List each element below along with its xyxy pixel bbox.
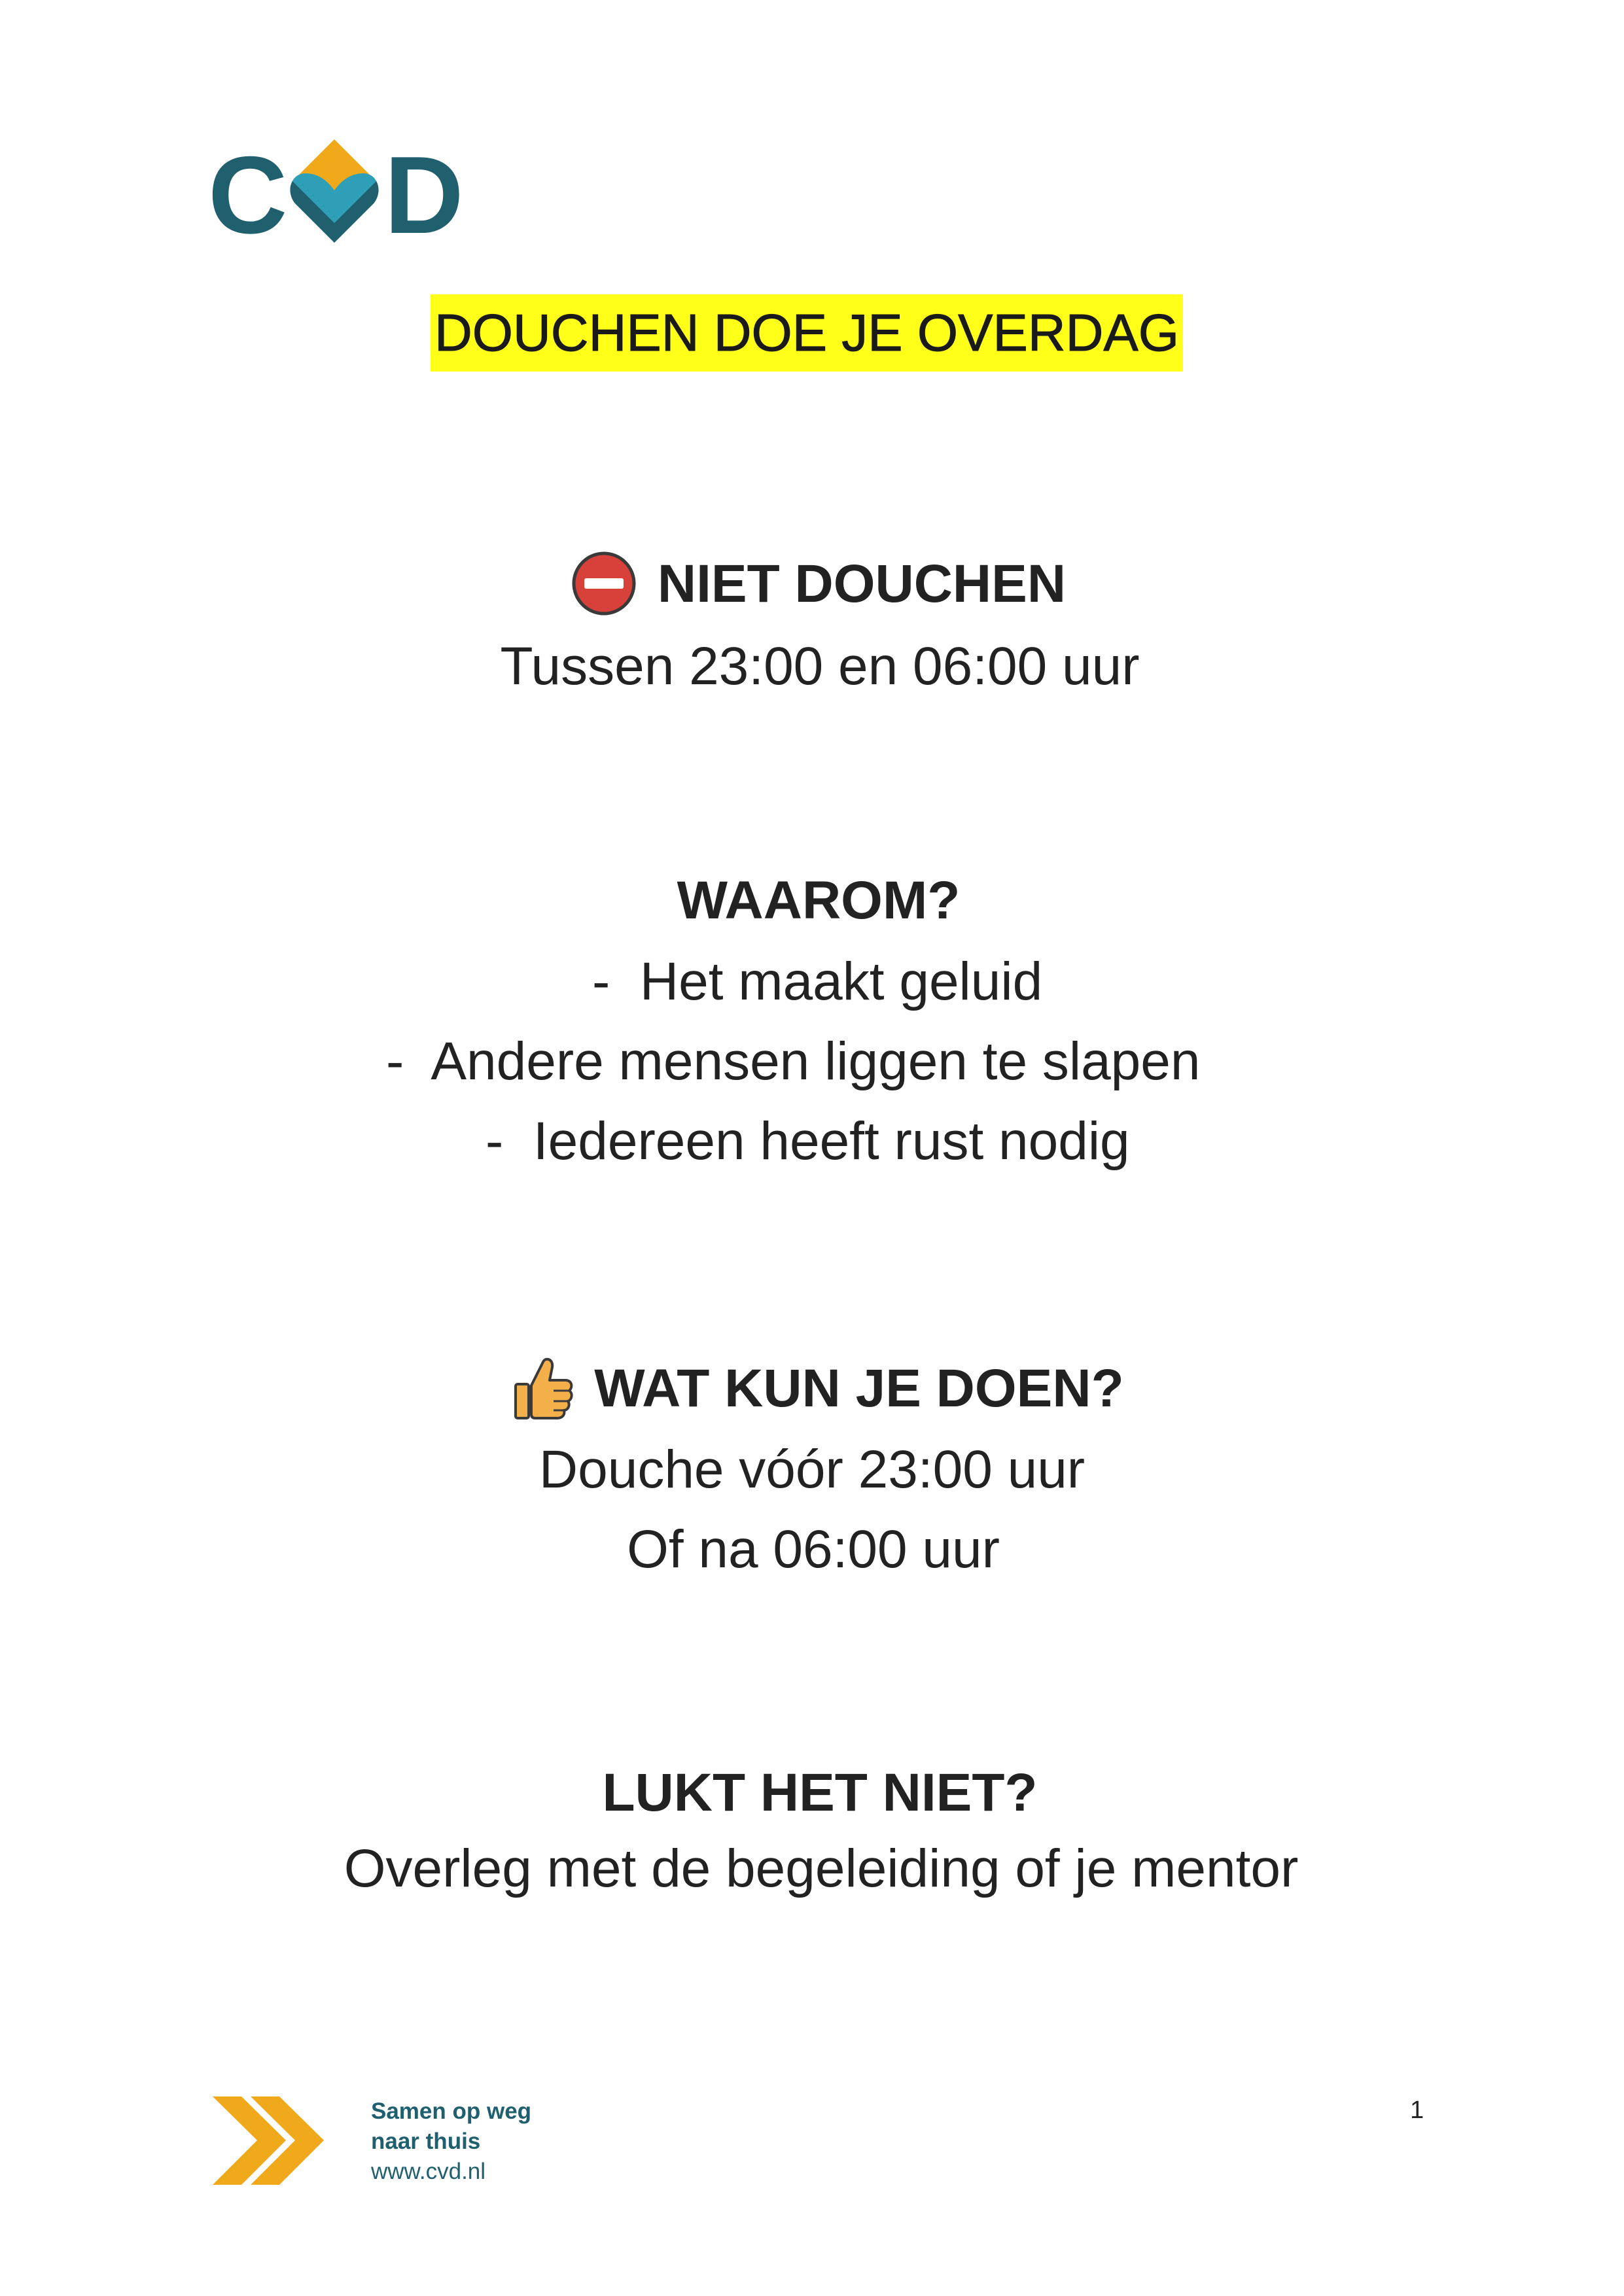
logo-letter-d: D: [384, 133, 461, 256]
slogan-line-1: Samen op weg: [371, 2098, 532, 2124]
niet-douchen-heading: NIET DOUCHEN: [657, 554, 1067, 614]
cvd-logo: [208, 133, 461, 256]
footer-slogan: [371, 2096, 531, 2187]
page-title: DOUCHEN DOE JE OVERDAG: [431, 294, 1183, 372]
slogan-line-2: naar thuis: [371, 2129, 481, 2154]
page-number: 1: [1410, 2096, 1424, 2124]
wat-kun-je-doen-heading-row: [7, 1353, 1624, 1425]
option-line: Of na 06:00 uur: [627, 1520, 1000, 1579]
reason-item: - Andere mensen liggen te slapen: [386, 1032, 1201, 1091]
heart-diamond-icon: [286, 139, 383, 251]
wat-kun-je-doen-heading: WAT KUN JE DOEN?: [594, 1359, 1124, 1418]
time-range-text: Tussen 23:00 en 06:00 uur: [500, 636, 1140, 696]
reason-item: - Iedereen heeft rust nodig: [485, 1111, 1130, 1171]
logo-letter-c: C: [208, 133, 285, 256]
title-row: [0, 294, 1619, 372]
no-entry-icon: [571, 551, 637, 616]
reason-item: - Het maakt geluid: [592, 952, 1043, 1011]
thumbs-up-icon: [513, 1355, 573, 1421]
website-url: www.cvd.nl: [371, 2159, 486, 2184]
waarom-heading: WAAROM?: [677, 871, 961, 930]
double-chevron-icon: [213, 2096, 324, 2185]
advice-text: Overleg met de begeleiding of je mentor: [344, 1839, 1299, 1898]
lukt-het-niet-heading: LUKT HET NIET?: [602, 1763, 1038, 1822]
option-line: Douche vóór 23:00 uur: [538, 1440, 1086, 1499]
niet-douchen-heading-row: [7, 548, 1624, 620]
